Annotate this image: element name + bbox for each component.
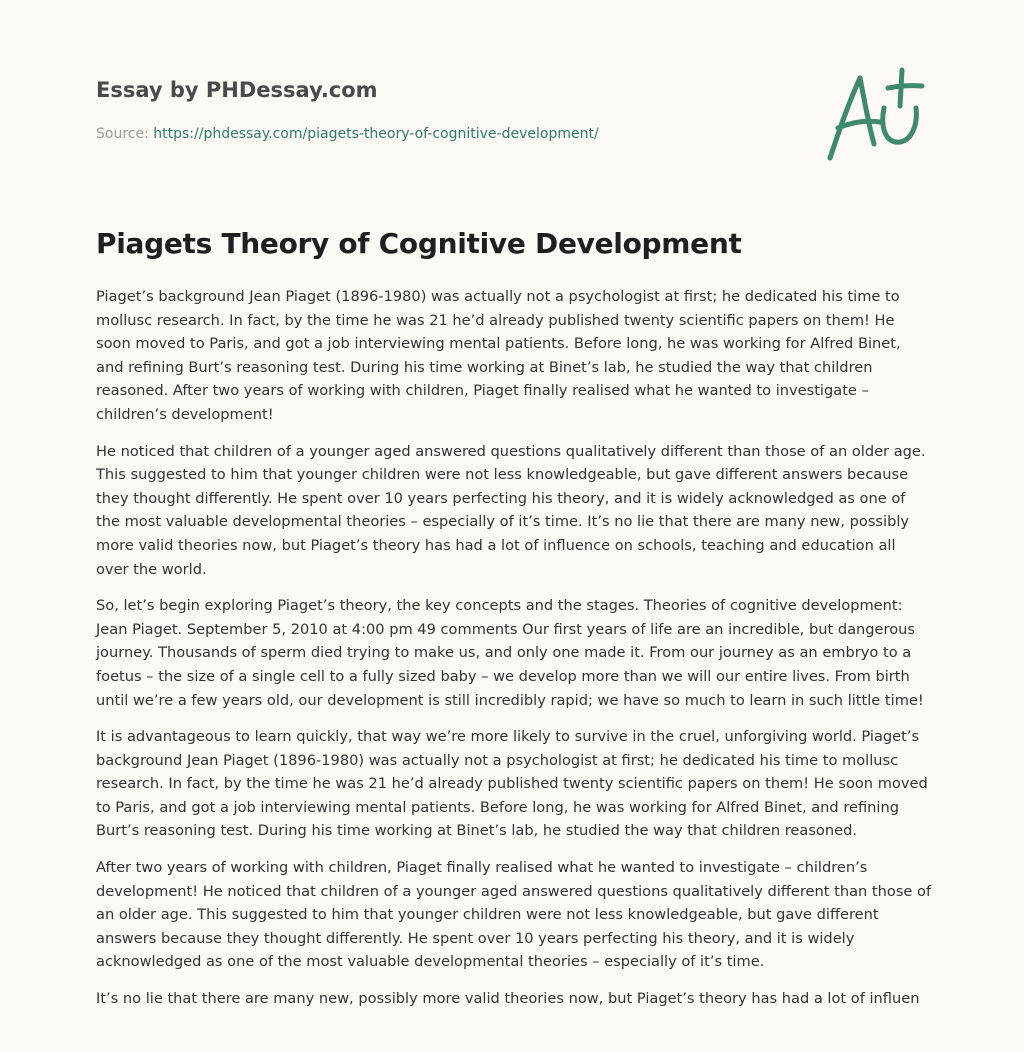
essay-title: Piagets Theory of Cognitive Development [96, 227, 742, 260]
essay-paragraph: It’s no lie that there are many new, possibly more valid theories now, but Piaget’s theory has had a lot of influen [96, 990, 920, 1008]
essay-paragraph: It is advantageous to learn quickly, that way we’re more likely to survive in the cruel, unforgiving world. Piaget’s background Jean Piaget (1896-1980) was actually not a psychologist at first; he dedicated his time to mollusc research. In fact, by the time he was 21 he’d already published twenty scientific papers on them! He soon moved to Paris, and got a job interviewing mental patients. Before long, he was working for Alfred Binet, and refining Burt’s reasoning test. During his time working at Binet’s lab, he studied the way that children reasoned. [96, 728, 928, 840]
essay-body [96, 285, 932, 1024]
a-plus-grade-icon-svg [818, 64, 930, 168]
source-link[interactable]: https://phdessay.com/piagets-theory-of-cognitive-development/ [153, 126, 599, 142]
source-line [96, 124, 736, 144]
a-plus-grade-icon [818, 64, 930, 168]
source-label: Source: [96, 126, 154, 142]
essay-paragraph: He noticed that children of a younger aged answered questions qualitatively different than those of an older age. This suggested to him that younger children were not less knowledgeable, but gave different answers because they thought differently. He spent over 10 years perfecting his theory, and it is widely acknowledged as one of the most valuable developmental theories – especially of it’s time. It’s no lie that there are many new, possibly more valid theories now, but Piaget’s theory has had a lot of influence on schools, teaching and education all over the world. [96, 442, 926, 578]
essay-paragraph: So, let’s begin exploring Piaget’s theory, the key concepts and the stages. Theories of cognitive development: Jean Piaget. September 5, 2010 at 4:00 pm 49 comments Our first years of life are an incredible, but dangerous journey. Thousands of sperm died trying to make us, and only one made it. From our journey as an embryo to a foetus – the size of a single cell to a fully sized baby – we develop more than we will our entire lives. From birth until we’re a few years old, our development is still incredibly rapid; we have so much to learn in such little time! [96, 597, 924, 709]
brand-name: Essay by PHDessay.com [96, 78, 378, 102]
essay-paragraph: After two years of working with children, Piaget finally realised what he wanted to investigate – children’s development! He noticed that children of a younger aged answered questions qualitatively different than those of an older age. This suggested to him that younger children were not less knowledgeable, but gave different answers because they thought differently. He spent over 10 years perfecting his theory, and it is widely acknowledged as one of the most valuable developmental theories – especially of it’s time. [96, 859, 932, 971]
essay-header [96, 76, 736, 144]
essay-paragraph: Piaget’s background Jean Piaget (1896-1980) was actually not a psychologist at first; he dedicated his time to mollusc research. In fact, by the time he was 21 he’d already published twenty scientific papers on them! He soon moved to Paris, and got a job interviewing mental patients. Before long, he was working for Alfred Binet, and refining Burt’s reasoning test. During his time working at Binet’s lab, he studied the way that children reasoned. After two years of working with children, Piaget finally realised what he wanted to investigate – children’s development! [96, 288, 901, 423]
